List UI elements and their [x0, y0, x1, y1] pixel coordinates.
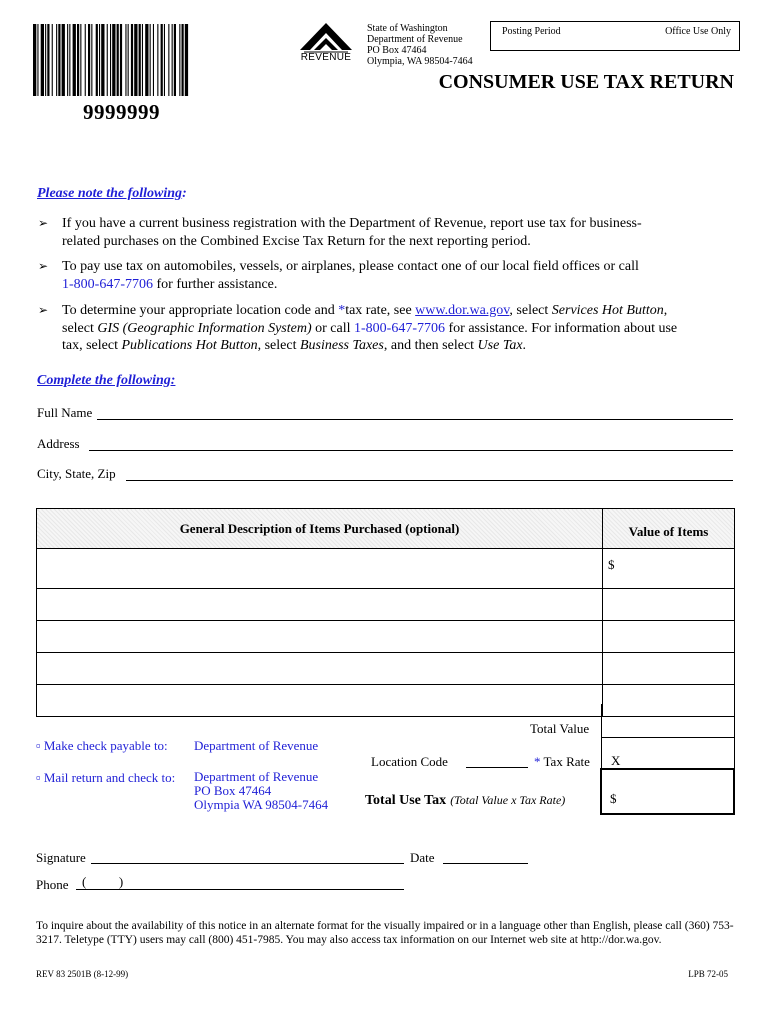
barcode-bar: [182, 24, 184, 96]
barcode-bar: [120, 24, 122, 96]
barcode-bar: [142, 24, 143, 96]
barcode-bar: [62, 24, 65, 96]
table-row: [37, 589, 735, 621]
tax-rate-field[interactable]: [601, 738, 735, 769]
address-label: Address: [37, 436, 80, 451]
text: , select: [257, 338, 300, 353]
city-state-zip-field[interactable]: [126, 480, 733, 481]
phone-area-code: ( ): [82, 874, 124, 889]
mail-line: PO Box 47464: [194, 783, 272, 798]
office-use-label: Office Use Only: [665, 26, 731, 37]
barcode-bar: [168, 24, 169, 96]
text: .: [522, 338, 527, 353]
text: Use Tax: [477, 338, 523, 353]
posting-period-label: Posting Period: [502, 26, 561, 37]
phone-link[interactable]: 1-800-647-7706: [354, 320, 445, 336]
agency-line: Department of Revenue: [367, 34, 463, 45]
phone-label: Phone: [36, 877, 69, 892]
barcode-bar: [47, 24, 49, 96]
description-header: General Description of Items Purchased (optional): [37, 509, 603, 549]
office-use-box: [490, 21, 740, 51]
lpb-code: LPB 72-05: [688, 969, 728, 979]
description-cell[interactable]: [37, 549, 603, 589]
notes-heading: [37, 186, 187, 202]
table-header-row: [37, 509, 735, 549]
text: ,: [663, 303, 668, 318]
notes-heading-text: Please note the following: [37, 186, 183, 201]
location-code-field[interactable]: [466, 767, 528, 768]
complete-heading: Complete the following:: [37, 373, 176, 388]
date-field[interactable]: [443, 863, 528, 864]
revenue-logo: [298, 22, 354, 64]
text: , select: [509, 303, 552, 318]
barcode-bar: [88, 24, 90, 96]
barcode-bar: [41, 24, 44, 96]
note-2-rest: for further assistance.: [153, 276, 278, 292]
barcode-bar: [112, 24, 115, 96]
text: Services Hot Button: [551, 303, 664, 318]
barcode-bar: [131, 24, 133, 96]
asterisk: *: [534, 754, 541, 769]
arrow-bullet-icon: ➢: [38, 259, 49, 273]
barcode-bar: [96, 24, 98, 96]
barcode-bar: [107, 24, 108, 96]
barcode-bar: [174, 24, 176, 96]
website-link[interactable]: www.dor.wa.gov: [415, 303, 510, 318]
note-2-line-2: [62, 276, 738, 294]
signature-field[interactable]: [91, 863, 404, 864]
arrow-bullet-icon: ➢: [38, 303, 49, 317]
items-table: [36, 508, 735, 717]
text: , and then select: [383, 338, 478, 353]
bullet-icon: ▫: [36, 738, 41, 753]
barcode-bar: [33, 24, 36, 96]
barcode-bar: [110, 24, 111, 96]
barcode-bar: [80, 24, 81, 96]
text: tax rate, see: [345, 303, 416, 318]
phone-field[interactable]: [76, 889, 404, 890]
barcode-bar: [153, 24, 154, 96]
total-value-field[interactable]: [601, 704, 735, 738]
note-1-line-1: If you have a current business registration with the Department of Revenue, report use tax for business-: [62, 216, 642, 231]
tax-rate-label: [534, 754, 590, 770]
text: Business Taxes: [299, 338, 384, 353]
text: tax, select: [62, 338, 122, 353]
full-name-field[interactable]: [97, 419, 733, 420]
agency-address: [367, 23, 473, 67]
barcode-bar: [150, 24, 151, 96]
barcode-bar: [125, 24, 126, 96]
mail-return-label: [36, 770, 175, 786]
note-bullet-1: [38, 215, 738, 250]
phone-link[interactable]: 1-800-647-7706: [62, 276, 153, 292]
text: Total Use Tax: [365, 793, 447, 808]
barcode-bar: [134, 24, 137, 96]
barcode-bar: [185, 24, 188, 96]
barcode-bar: [45, 24, 46, 96]
barcode-bar: [179, 24, 180, 96]
signature-label: Signature: [36, 850, 86, 865]
barcode-bar: [139, 24, 141, 96]
value-cell[interactable]: [603, 653, 735, 685]
note-3-line-1: [62, 302, 738, 320]
barcode-bar: [52, 24, 53, 96]
accessibility-note: To inquire about the availability of this notice in an alternate format for the visually impaired or in a language other than English, please call (360) 753-3217. Teletype (TTY) users may call (800) 451-7985. You may also access tax information on our Internet web site at http://dor.wa.gov.: [36, 920, 734, 946]
total-value-label: Total Value: [530, 721, 590, 736]
address-field[interactable]: [89, 450, 733, 451]
text: or call: [311, 320, 354, 336]
text: GIS (Geographic Information System): [97, 320, 312, 336]
total-use-tax-field[interactable]: [600, 768, 735, 815]
description-cell[interactable]: [37, 589, 603, 621]
mail-line: Department of Revenue: [194, 769, 319, 784]
mail-address: [194, 770, 328, 812]
description-cell[interactable]: [37, 685, 603, 717]
barcode-bar: [164, 24, 165, 96]
table-row: [37, 549, 735, 589]
barcode-bar: [73, 24, 76, 96]
table-row: [37, 621, 735, 653]
agency-line: PO Box 47464: [367, 45, 427, 56]
value-header: Value of Items: [603, 509, 735, 549]
mail-line: Olympia WA 98504-7464: [194, 797, 329, 812]
form-id: REV 83 2501B (8-12-99): [36, 969, 129, 979]
barcode-bar: [161, 24, 163, 96]
note-3-line-2: [62, 320, 738, 338]
text: (Total Value x Tax Rate): [450, 793, 566, 807]
full-name-label: Full Name: [37, 405, 93, 420]
barcode-number: 9999999: [83, 100, 160, 124]
barcode-bar: [58, 24, 60, 96]
text: for assistance. For information about use: [445, 320, 678, 336]
note-bullet-3: [38, 302, 738, 355]
logo-text: REVENUE: [300, 52, 352, 63]
barcode-bar: [69, 24, 70, 96]
barcode-bar: [99, 24, 100, 96]
bullet-icon: ▫: [36, 770, 41, 785]
text: select: [62, 320, 98, 336]
check-payable-label: [36, 738, 168, 754]
barcode-bar: [101, 24, 104, 96]
check-payable-value: Department of Revenue: [194, 738, 319, 753]
text: To determine your appropriate location code and: [62, 303, 339, 318]
notes-heading-colon: :: [182, 186, 187, 201]
barcode-bar: [157, 24, 158, 96]
barcode-bar: [85, 24, 86, 96]
arrow-bullet-icon: ➢: [38, 216, 49, 230]
barcode: [33, 24, 266, 96]
description-cell[interactable]: [37, 621, 603, 653]
city-state-zip-label: City, State, Zip: [37, 466, 116, 481]
text: Publications Hot Button: [121, 338, 258, 353]
value-cell[interactable]: [603, 589, 735, 621]
multiply-x: X: [611, 753, 621, 768]
barcode-bar: [67, 24, 68, 96]
value-cell[interactable]: [603, 621, 735, 653]
agency-line: State of Washington: [367, 23, 448, 34]
note-3-line-3: [62, 337, 738, 355]
asterisk: *: [338, 303, 346, 318]
text: Make check payable to:: [43, 738, 168, 753]
barcode-bar: [117, 24, 119, 96]
date-label: Date: [410, 850, 435, 865]
barcode-bar: [77, 24, 79, 96]
total-use-tax-label: [365, 791, 565, 809]
barcode-bar: [37, 24, 38, 96]
barcode-bar: [145, 24, 148, 96]
barcode-bar: [172, 24, 173, 96]
barcode-bar: [91, 24, 92, 96]
dollar-sign: $: [610, 791, 617, 806]
note-1-line-2: related purchases on the Combined Excise Tax Return for the next reporting period.: [62, 233, 531, 249]
description-cell[interactable]: [37, 653, 603, 685]
note-2-line-1: To pay use tax on automobiles, vessels, or airplanes, please contact one of our local field offices or call: [62, 259, 639, 274]
barcode-bar: [128, 24, 129, 96]
agency-line: Olympia, WA 98504-7464: [367, 56, 473, 67]
text: Mail return and check to:: [43, 770, 176, 785]
form-title: CONSUMER USE TAX RETURN: [438, 71, 734, 93]
barcode-bar: [56, 24, 57, 96]
value-cell[interactable]: $: [603, 549, 735, 589]
text: Tax Rate: [543, 754, 590, 769]
location-code-label: Location Code: [371, 754, 448, 769]
table-row: [37, 653, 735, 685]
note-bullet-2: [38, 258, 738, 293]
